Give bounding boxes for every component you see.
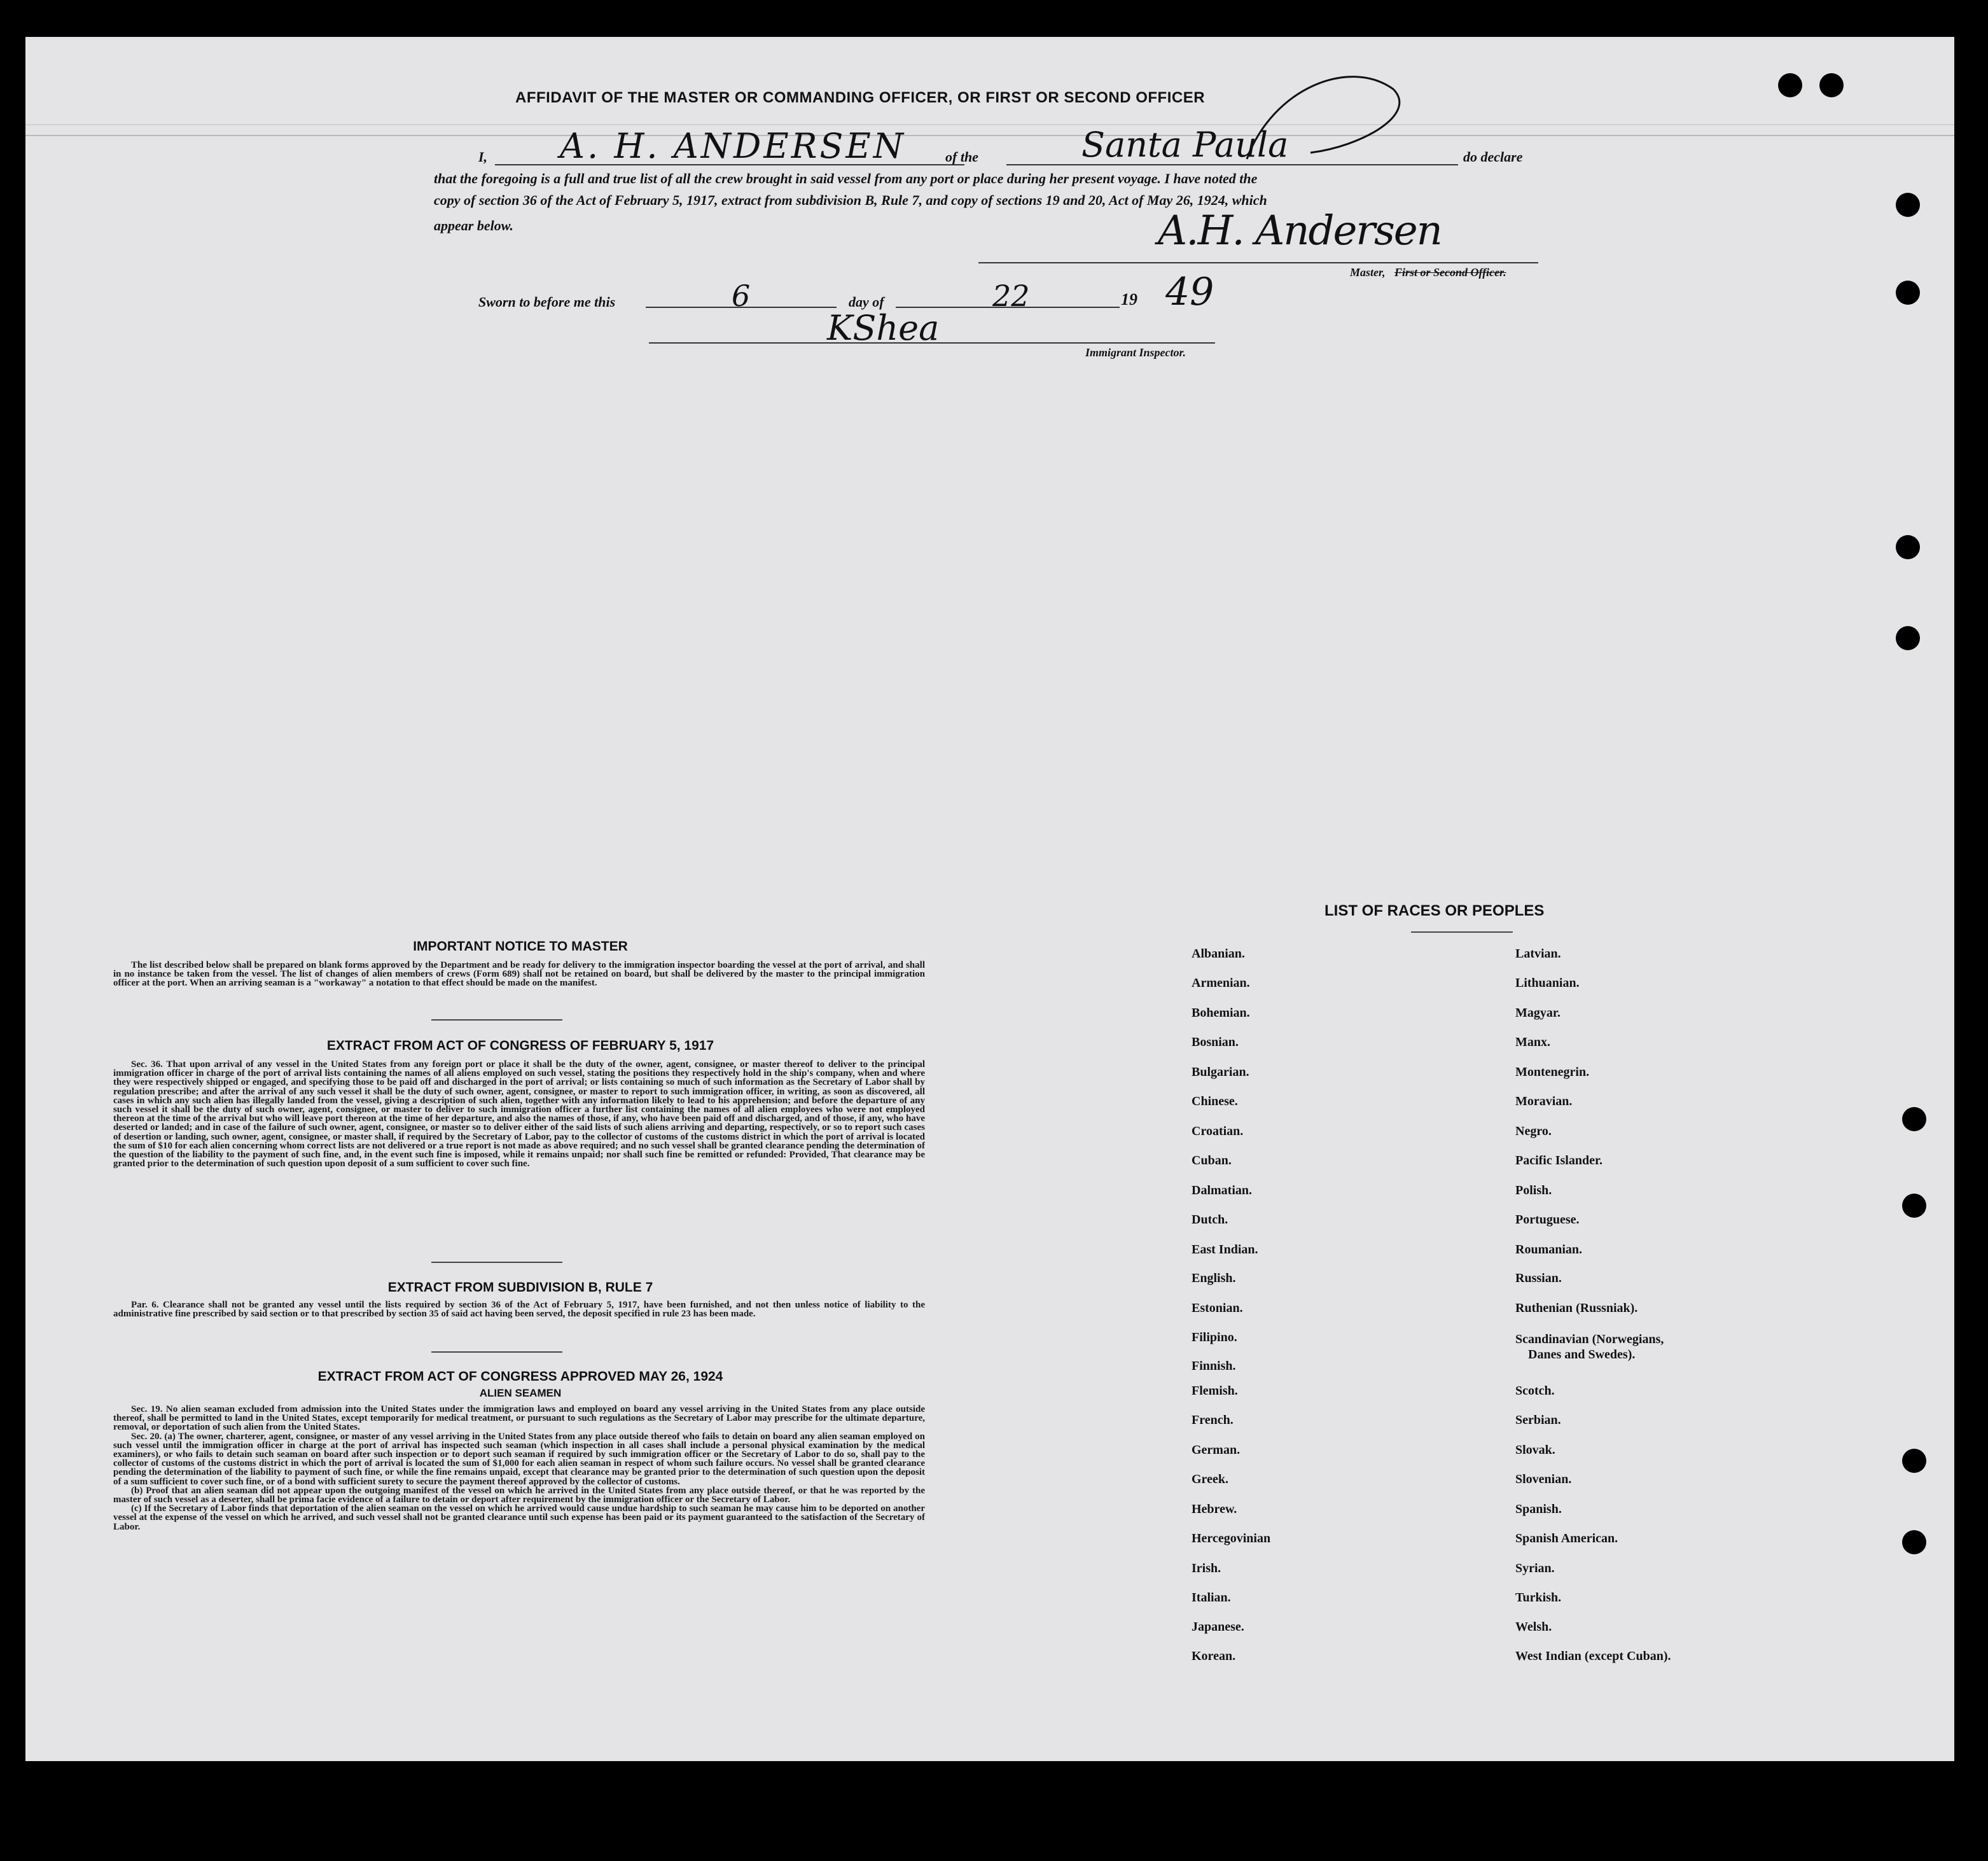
race-item: Lithuanian. (1515, 976, 1580, 990)
affidavit-title: AFFIDAVIT OF THE MASTER OR COMMANDING OFFICER, OR FIRST OR SECOND OFFICER (515, 89, 1206, 106)
pen-flourish (1234, 64, 1412, 165)
scan-line (25, 124, 1954, 125)
separator (431, 1262, 562, 1263)
race-item: Dutch. (1192, 1213, 1228, 1227)
race-item: Irish. (1192, 1561, 1221, 1575)
do-declare-label: do declare (1463, 149, 1523, 165)
race-item: Turkish. (1515, 1591, 1562, 1605)
year-suffix-handwriting: 49 (1165, 270, 1214, 314)
punch-hole (1902, 1530, 1926, 1554)
master-signature: A.H. Andersen (1158, 207, 1442, 254)
sworn-day-handwriting: 6 (732, 279, 751, 313)
race-item: Hercegovinian (1192, 1531, 1271, 1545)
affidavit-line-2: that the foregoing is a full and true list of all the crew brought in said vessel from any port or place during her present voyage. I have noted the (434, 171, 1258, 186)
race-item: Greek. (1192, 1472, 1228, 1486)
scan-line (25, 135, 1954, 136)
race-item: Cuban. (1192, 1154, 1232, 1167)
punch-hole (1896, 626, 1920, 650)
race-item: Roumanian. (1515, 1243, 1583, 1257)
race-item: Croatian. (1192, 1124, 1244, 1138)
alien-seamen-subtitle: ALIEN SEAMEN (479, 1387, 562, 1399)
race-item: Serbian. (1515, 1413, 1561, 1427)
race-item: Russian. (1515, 1271, 1562, 1285)
race-item: French. (1192, 1413, 1234, 1427)
of-the-label: of the (945, 149, 978, 165)
race-item: West Indian (except Cuban). (1515, 1649, 1671, 1663)
punch-hole (1896, 535, 1920, 559)
race-item: Chinese. (1192, 1094, 1238, 1108)
struck-officer-label: First or Second Officer. (1394, 266, 1506, 279)
race-item: Flemish. (1192, 1384, 1238, 1398)
i-label: I, (478, 149, 488, 165)
race-item: Syrian. (1515, 1561, 1555, 1575)
master-name-handwriting: A. H. ANDERSEN (560, 126, 907, 166)
section-20a-paragraph: Sec. 20. (a) The owner, charterer, agent, consignee, or master of any vessel arriving in the United States from any place outside thereof who fails to detain on board any alien seaman employed on such vessel until the immigration officer in charge at the port of arrival has inspected such seaman (which inspection in all cases shall include a personal physical examination by the medical examiners), or who fails to detain such seaman on board after such inspection or to deport such seaman if required by such immigration officer or the Secretary of Labor to do so, shall pay to the collector of customs of the customs district in which the port of arrival is located the sum of $1,000 for each alien seaman in respect of whom such failure occurs. No vessel shall be granted clearance pending the determination of the liability to payment of such fine, or while the fine remains unpaid, except that clearance may be granted prior to the determination of such question upon the deposit of a sum sufficient to cover such fine, or of a bond with sufficient surety to secure the payment thereof approved by the collector of customs. (113, 1431, 925, 1487)
race-item: Bohemian. (1192, 1006, 1250, 1020)
race-item: Scandinavian (Norwegians, (1515, 1332, 1664, 1346)
race-item: Estonian. (1192, 1301, 1243, 1315)
race-item: Korean. (1192, 1649, 1236, 1663)
race-item: Magyar. (1515, 1006, 1561, 1020)
race-item: Polish. (1515, 1183, 1552, 1197)
race-item: German. (1192, 1443, 1241, 1457)
vessel-name-handwriting: Santa Paula (1081, 125, 1289, 165)
race-item: Welsh. (1515, 1620, 1552, 1634)
race-item: Portuguese. (1515, 1213, 1580, 1227)
race-item: Spanish. (1515, 1502, 1562, 1516)
separator (431, 1351, 562, 1353)
separator (1411, 931, 1513, 933)
punch-hole (1896, 281, 1920, 305)
race-item: Moravian. (1515, 1094, 1573, 1108)
race-item: Danes and Swedes). (1528, 1348, 1636, 1362)
race-item: Ruthenian (Russniak). (1515, 1301, 1638, 1315)
race-item: Bulgarian. (1192, 1065, 1249, 1079)
punch-hole (1819, 73, 1844, 97)
races-title: LIST OF RACES OR PEOPLES (1324, 902, 1545, 919)
separator (431, 1019, 562, 1021)
notice-paragraph: The list described below shall be prepared on blank forms approved by the Department and be ready for delivery to the immigration inspector boarding the vessel at the port of arrival, and shall in no instance be taken from the vessel. The list of changes of alien members of crews (Form 689) shall not be retained on board, but shall be delivered by the master to the principal immigration officer at the port. When an arriving seaman is a "workaway" a notation to that effect should be made on the manifest. (113, 960, 925, 989)
signature-line (978, 262, 1538, 263)
punch-hole (1902, 1449, 1926, 1473)
race-item: Slovenian. (1515, 1472, 1572, 1486)
year-prefix: 19 (1121, 290, 1137, 309)
extract-1924-text (113, 1405, 925, 1531)
affidavit-line-3: copy of section 36 of the Act of February 5, 1917, extract from subdivision B, Rule 7, and copy of sections 19 and 20, Act of May 26, 1924, which (434, 192, 1267, 208)
section-20c-paragraph: (c) If the Secretary of Labor finds that deportation of the alien seaman on the vessel on which he arrived would cause undue hardship to such seaman he may cause him to be deported on another vessel at the expense of the vessel on which he arrived, and such vessel shall not be granted clearance until such expense has been paid or its payment guaranteed to the satisfaction of the Secretary of Labor. (113, 1503, 925, 1532)
section-36-paragraph: Sec. 36. That upon arrival of any vessel in the United States from any foreign port or place it shall be the duty of the owner, agent, consignee, or master thereof to deliver to the principal immigration officer in charge of the port of arrival lists containing the names of all aliens employed on such vessel, stating the positions they respectively hold in the ship's company, when and where they were respectively shipped or engaged, and specifying those to be paid off and discharged in the port of arrival; or lists containing so much of such information as the Secretary of Labor shall by regulation prescribe; and after the arrival of any such vessel it shall be the duty of such owner, agent, consignee, or master to report to such immigration officer, in writing, as soon as discovered, all cases in which any such alien has illegally landed from the vessel, giving a description of such alien, together with any information likely to lead to his apprehension; and before the departure of any such vessel it shall be the duty of such owner, agent, consignee, or master to deliver to such immigration officer a further list containing the names of all alien employees who were not employed thereon at the time of the arrival but who will leave port thereon at the time of her departure, and also the names of those, if any, who have been paid off and discharged, and of those, if any, who have deserted or landed; and in case of the failure of such owner, agent, consignee, or master so to deliver either of the said lists of such aliens arriving and departing, respectively, or so to report such cases of desertion or landing, such owner, agent, consignee, or master shall, if required by the Secretary of Labor, pay to the collector of customs of the customs district in which the port of arrival is located the sum of $10 for each alien concerning whom correct lists are not delivered or a true report is not made as above required; and no such vessel shall be granted clearance pending the determination of the question of the liability to the payment of such fine, and, in the event such fine is imposed, while it remains unpaid; nor shall such fine be remitted or refunded: Provided, That clearance may be granted prior to the determination of such question upon deposit of a sum sufficient to cover such fine. (113, 1059, 925, 1169)
rule-7-title: EXTRACT FROM SUBDIVISION B, RULE 7 (387, 1280, 653, 1295)
notice-title: IMPORTANT NOTICE TO MASTER (413, 939, 628, 954)
race-item: Slovak. (1515, 1443, 1555, 1457)
punch-hole (1778, 73, 1802, 97)
race-item: Latvian. (1515, 947, 1561, 961)
race-item: East Indian. (1192, 1243, 1258, 1257)
sworn-label: Sworn to before me this (478, 294, 616, 310)
race-item: English. (1192, 1271, 1236, 1285)
affidavit-line-4: appear below. (434, 218, 514, 233)
race-item: Finnish. (1192, 1359, 1236, 1373)
race-item: Negro. (1515, 1124, 1552, 1138)
par-6-paragraph: Par. 6. Clearance shall not be granted any vessel until the lists required by section 36 of the Act of February 5, 1917, have been furnished, and not then unless notice of liability to the administrative fine prescribed by said section or to that prescribed by section 35 of said act having been served, the deposit specified in rule 23 has been made. (113, 1300, 925, 1320)
race-item: Bosnian. (1192, 1035, 1239, 1049)
race-item: Pacific Islander. (1515, 1154, 1603, 1167)
punch-hole (1902, 1194, 1926, 1218)
race-item: Manx. (1515, 1035, 1550, 1049)
inspector-signature: KShea (827, 308, 940, 348)
section-19-paragraph: Sec. 19. No alien seaman excluded from admission into the United States under the immigration laws and employed on board any vessel arriving in the United States from any place outside thereof, shall be permitted to land in the United States, except temporarily for medical treatment, or pursuant to such regulations as the Secretary of Labor may prescribe for the ultimate departure, removal, or deportation of such alien from the United States. (113, 1404, 925, 1433)
race-item: Hebrew. (1192, 1502, 1237, 1516)
rule-7-text (113, 1300, 925, 1318)
race-item: Albanian. (1192, 947, 1245, 961)
section-20b-paragraph: (b) Proof that an alien seaman did not appear upon the outgoing manifest of the vessel on which he arrived in the United States from any place outside thereof, or that he was reported by the master of such vessel as a deserter, shall be prima facie evidence of a failure to detain or deport after requirement by the immigration officer or the Secretary of Labor. (113, 1485, 925, 1505)
race-item: Dalmatian. (1192, 1183, 1252, 1197)
punch-hole (1902, 1107, 1926, 1131)
race-item: Armenian. (1192, 976, 1250, 990)
inspector-label: Immigrant Inspector. (1085, 346, 1186, 359)
master-label: Master, (1350, 266, 1386, 279)
extract-1924-title: EXTRACT FROM ACT OF CONGRESS APPROVED MAY 26, 1924 (317, 1369, 723, 1384)
extract-1917-title: EXTRACT FROM ACT OF CONGRESS OF FEBRUARY 5, 1917 (326, 1038, 714, 1053)
extract-1917-text (113, 1060, 925, 1168)
punch-hole (1896, 193, 1920, 217)
race-item: Japanese. (1192, 1620, 1244, 1634)
race-item: Spanish American. (1515, 1531, 1618, 1545)
notice-text (113, 961, 925, 988)
race-item: Filipino. (1192, 1330, 1237, 1344)
sworn-month-handwriting: 22 (992, 279, 1030, 313)
day-of-label: day of (849, 294, 884, 310)
inspector-line (649, 342, 1215, 344)
race-item: Italian. (1192, 1591, 1231, 1605)
race-item: Scotch. (1515, 1384, 1555, 1398)
race-item: Montenegrin. (1515, 1065, 1590, 1079)
